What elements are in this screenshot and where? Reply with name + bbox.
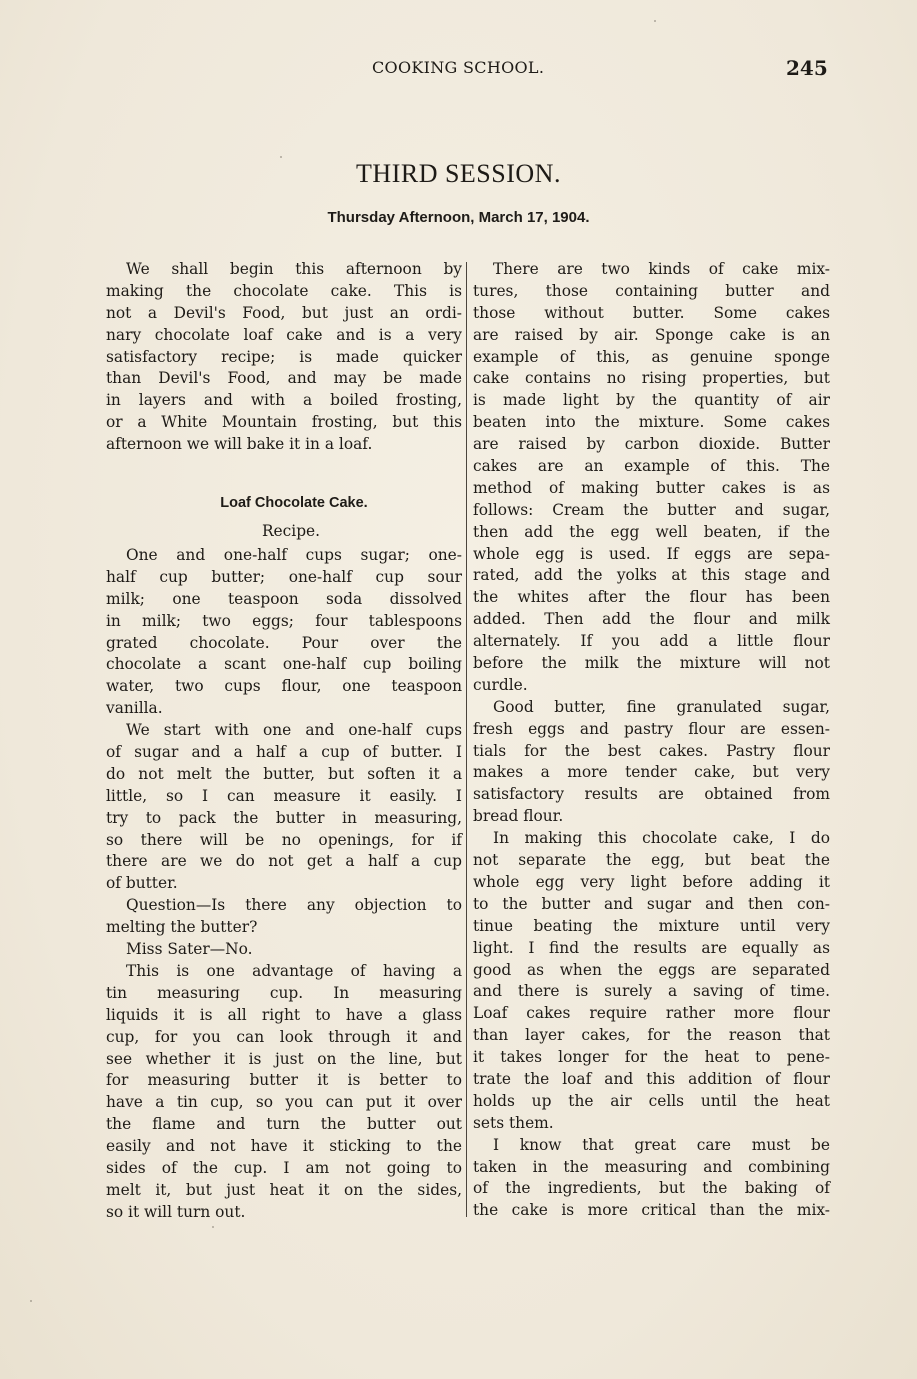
- text-line: vanilla.: [106, 699, 163, 718]
- answer-line: Miss Sater—No.: [126, 940, 253, 959]
- text-line: nary chocolate loaf cake and is a very: [106, 325, 462, 344]
- text-line: liquids it is all right to have a glass: [106, 1005, 462, 1024]
- text-line: the cake is more critical than the mix-: [473, 1201, 830, 1220]
- running-title: COOKING SCHOOL.: [372, 58, 545, 77]
- text-line: and there is surely a saving of time.: [473, 982, 830, 1001]
- text-line: have a tin cup, so you can put it over: [106, 1093, 462, 1112]
- text-line: sets them.: [473, 1113, 554, 1132]
- text-line: There are two kinds of cake mix-: [493, 260, 830, 278]
- text-line: see whether it is just on the line, but: [106, 1049, 462, 1068]
- text-line: tures, those containing butter and: [473, 281, 830, 300]
- text-line: cup, for you can look through it and: [106, 1027, 462, 1046]
- text-line: follows: Cream the butter and sugar,: [473, 500, 830, 519]
- text-line: so there will be no openings, for if: [106, 830, 462, 849]
- text-line: melt it, but just heat it on the sides,: [106, 1180, 462, 1199]
- recipe-heading: Loaf Chocolate Cake.: [220, 495, 368, 512]
- text-line: of sugar and a half a cup of butter. I: [106, 743, 462, 762]
- text-line: in milk; two eggs; four tablespoons: [106, 611, 462, 630]
- text-line: then add the egg well beaten, if the: [473, 522, 830, 541]
- text-line: or a White Mountain frosting, but this: [106, 413, 462, 432]
- text-line: added. Then add the flour and milk: [473, 610, 830, 629]
- recipe-paragraph: [106, 545, 462, 720]
- text-line: satisfactory recipe; is made quicker: [106, 347, 462, 366]
- text-line: milk; one teaspoon soda dissolved: [106, 589, 462, 608]
- recipe-label: Recipe.: [261, 522, 321, 541]
- text-line: holds up the air cells until the heat: [473, 1091, 830, 1110]
- session-title: THIRD SESSION.: [356, 159, 561, 188]
- text-line: satisfactory results are obtained from: [473, 785, 830, 804]
- text-line: Loaf cakes require rather more flour: [473, 1004, 830, 1023]
- paper-speck: [30, 1300, 32, 1302]
- intro-paragraph: [106, 259, 462, 456]
- text-line: taken in the measuring and combining: [473, 1157, 830, 1176]
- running-head: [0, 58, 917, 82]
- text-line: One and one-half cups sugar; one-: [126, 546, 462, 565]
- question-paragraph: [106, 895, 462, 939]
- text-line: half cup butter; one-half cup sour: [106, 567, 462, 586]
- text-line: are raised by air. Sponge cake is an: [473, 325, 830, 344]
- text-line: sides of the cup. I am not going to: [106, 1158, 462, 1177]
- text-line: rated, add the yolks at this stage and: [473, 566, 830, 585]
- text-line: We start with one and one-half cups: [126, 721, 462, 740]
- text-line: example of this, as genuine sponge: [473, 347, 830, 366]
- ingredients-paragraph: [473, 697, 830, 828]
- text-line: than layer cakes, for the reason that: [473, 1026, 830, 1045]
- text-line: grated chocolate. Pour over the: [106, 633, 462, 652]
- text-line: Good butter, fine granulated sugar,: [493, 697, 830, 716]
- text-line: curdle.: [473, 675, 528, 694]
- text-line: easily and not have it sticking to the: [106, 1137, 462, 1156]
- text-line: not a Devil's Food, but just an ordi-: [106, 303, 462, 322]
- text-line: the flame and turn the butter out: [106, 1115, 462, 1134]
- left-column: [106, 259, 462, 1224]
- text-line: beaten into the mixture. Some cakes: [473, 413, 830, 432]
- text-line: cake contains no rising properties, but: [473, 369, 830, 388]
- text-line: it takes longer for the heat to pene-: [473, 1048, 830, 1067]
- text-line: This is one advantage of having a: [126, 961, 462, 980]
- text-line: water, two cups flour, one teaspoon: [106, 677, 462, 696]
- text-line: before the milk the mixture will not: [473, 654, 830, 673]
- text-line: cakes are an example of this. The: [473, 457, 830, 476]
- text-line: of butter.: [106, 874, 178, 893]
- text-line: bread flour.: [473, 807, 564, 826]
- session-date: Thursday Afternoon, March 17, 1904.: [327, 209, 590, 226]
- text-line: of the ingredients, but the baking of: [473, 1179, 830, 1198]
- text-line: little, so I can measure it easily. I: [106, 786, 462, 805]
- text-line: not separate the egg, but beat the: [473, 851, 830, 870]
- text-line: for measuring butter it is better to: [106, 1071, 462, 1090]
- paper-speck: [212, 1226, 214, 1228]
- text-line: makes a more tender cake, but very: [473, 763, 830, 782]
- right-column: [473, 259, 830, 1222]
- cake-mixtures-paragraph: [473, 259, 830, 697]
- page-number: 245: [786, 56, 828, 80]
- measuring-cup-paragraph: [106, 961, 462, 1224]
- paper-speck: [654, 20, 656, 22]
- text-line: try to pack the butter in measuring,: [106, 808, 462, 827]
- text-line: in layers and with a boiled frosting,: [106, 391, 462, 410]
- text-line: whole egg is used. If eggs are sepa-: [473, 544, 830, 563]
- paper-speck: [280, 156, 282, 158]
- text-line: light. I find the results are equally as: [473, 938, 830, 957]
- text-line: making the chocolate cake. This is: [106, 281, 462, 300]
- text-line: alternately. If you add a little flour: [473, 632, 830, 651]
- column-divider: [466, 262, 467, 1217]
- text-line: to the butter and sugar and then con-: [473, 894, 830, 913]
- text-line: those without butter. Some cakes: [473, 303, 830, 322]
- text-line: We shall begin this afternoon by: [126, 260, 462, 278]
- text-line: tials for the best cakes. Pastry flour: [473, 741, 830, 760]
- text-line: so it will turn out.: [106, 1202, 246, 1221]
- text-line: tin measuring cup. In measuring: [106, 983, 462, 1002]
- text-line: than Devil's Food, and may be made: [106, 369, 462, 388]
- method-paragraph: [473, 828, 830, 1134]
- butter-paragraph: [106, 720, 462, 895]
- text-line: is made light by the quantity of air: [473, 391, 830, 410]
- baking-paragraph: [473, 1135, 830, 1223]
- text-line: melting the butter?: [106, 918, 258, 937]
- text-line: Question—Is there any objection to: [126, 896, 462, 915]
- text-line: good as when the eggs are separated: [473, 960, 830, 979]
- text-line: the whites after the flour has been: [473, 588, 830, 607]
- text-line: afternoon we will bake it in a loaf.: [106, 435, 373, 454]
- text-line: trate the loaf and this addition of flour: [473, 1069, 830, 1088]
- text-line: tinue beating the mixture until very: [473, 916, 830, 935]
- text-line: In making this chocolate cake, I do: [493, 829, 830, 848]
- text-line: do not melt the butter, but soften it a: [106, 764, 462, 783]
- text-line: are raised by carbon dioxide. Butter: [473, 435, 830, 454]
- text-line: method of making butter cakes is as: [473, 478, 830, 497]
- text-line: whole egg very light before adding it: [473, 872, 830, 891]
- text-line: fresh eggs and pastry flour are essen-: [473, 719, 830, 738]
- text-line: chocolate a scant one-half cup boiling: [106, 655, 462, 674]
- text-line: I know that great care must be: [493, 1135, 830, 1154]
- text-line: there are we do not get a half a cup: [106, 852, 462, 871]
